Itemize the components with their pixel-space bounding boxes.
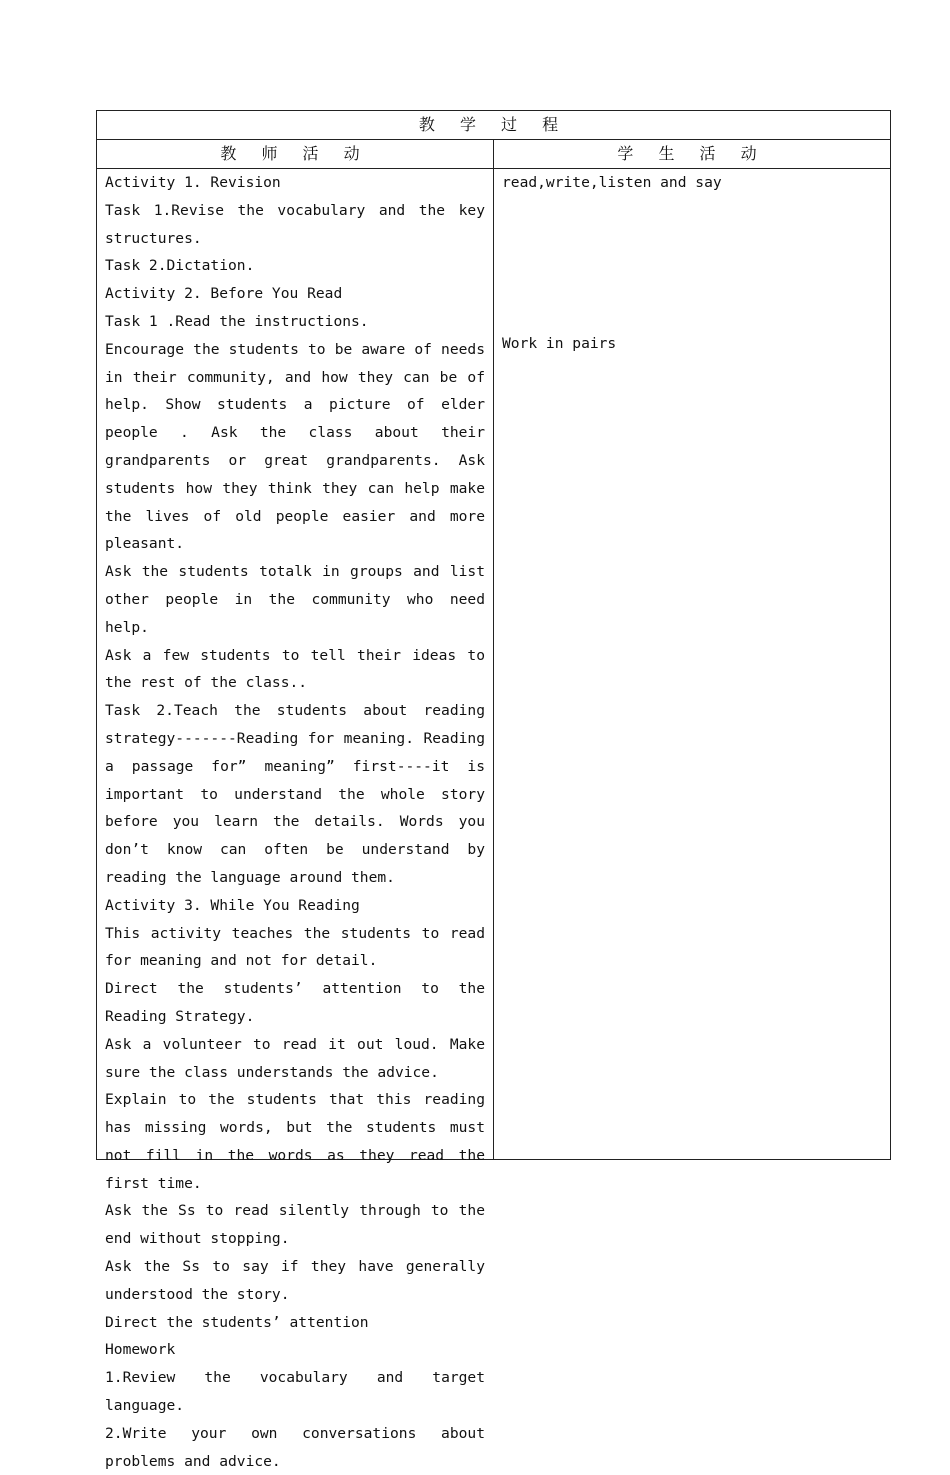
teacher-line: Task 2.Dictation. bbox=[105, 257, 255, 275]
teacher-line: Task 1.Revise the vocabulary and the key structures. bbox=[105, 201, 485, 247]
teacher-line: Ask the Ss to read silently through to the end without stopping. bbox=[105, 1202, 485, 1248]
teacher-paragraph: Ask a few students to tell their ideas to the rest of the class.. bbox=[105, 646, 485, 692]
teacher-line: Activity 2. Before You Read bbox=[105, 285, 343, 303]
lesson-table bbox=[96, 110, 891, 1470]
homework-item: 1.Review the vocabulary and target language. bbox=[105, 1369, 485, 1415]
teacher-paragraph: Explain to the students that this reading has missing words, but the students must not fill in the words as they read the first time. bbox=[105, 1091, 485, 1192]
teacher-line: Activity 1. Revision bbox=[105, 174, 281, 191]
spacer bbox=[502, 197, 884, 330]
student-line: read,write,listen and say bbox=[502, 174, 722, 191]
teacher-paragraph: Encourage the students to be aware of needs in their community, and how they can be of help. Show students a picture of elder people . Ask the class about their grandparents or great grandparents. Ask students how they think they can help make the lives of old people easier and more pleasant. bbox=[105, 340, 485, 553]
teacher-activity-header: 教 师 活 动 bbox=[97, 140, 494, 169]
homework-heading: Homework bbox=[105, 1341, 176, 1359]
teacher-paragraph: Task 2.Teach the students about reading strategy-------Reading for meaning. Reading a passage for” meaning” first----it is important to understand the whole story before you learn the details. Words you don’t know can often be understand by reading the language around them. bbox=[105, 702, 485, 886]
header-row bbox=[97, 140, 891, 169]
teacher-paragraph: This activity teaches the students to read for meaning and not for detail. bbox=[105, 924, 485, 970]
table-title: 教 学 过 程 bbox=[97, 111, 891, 140]
homework-item: 2.Write your own conversations about problems and advice. bbox=[105, 1424, 485, 1470]
teacher-line: Task 1 .Read the instructions. bbox=[105, 312, 369, 330]
content-row bbox=[97, 169, 891, 1160]
title-row bbox=[97, 111, 891, 140]
teacher-line: Direct the students’ attention to the Reading Strategy. bbox=[105, 980, 485, 1025]
teacher-activity-cell bbox=[97, 169, 494, 1470]
teacher-line: Ask the Ss to say if they have generally understood the story. bbox=[105, 1258, 485, 1303]
teacher-line: Direct the students’ attention bbox=[105, 1313, 369, 1331]
student-activity-header: 学 生 活 动 bbox=[494, 140, 891, 169]
teacher-line: Activity 3. While You Reading bbox=[105, 896, 360, 914]
teacher-paragraph: Ask a volunteer to read it out loud. Make sure the class understands the advice. bbox=[105, 1035, 485, 1081]
teacher-paragraph: Ask the students totalk in groups and list other people in the community who need help. bbox=[105, 563, 485, 636]
student-activity-cell bbox=[494, 169, 891, 1160]
student-line: Work in pairs bbox=[502, 334, 617, 352]
